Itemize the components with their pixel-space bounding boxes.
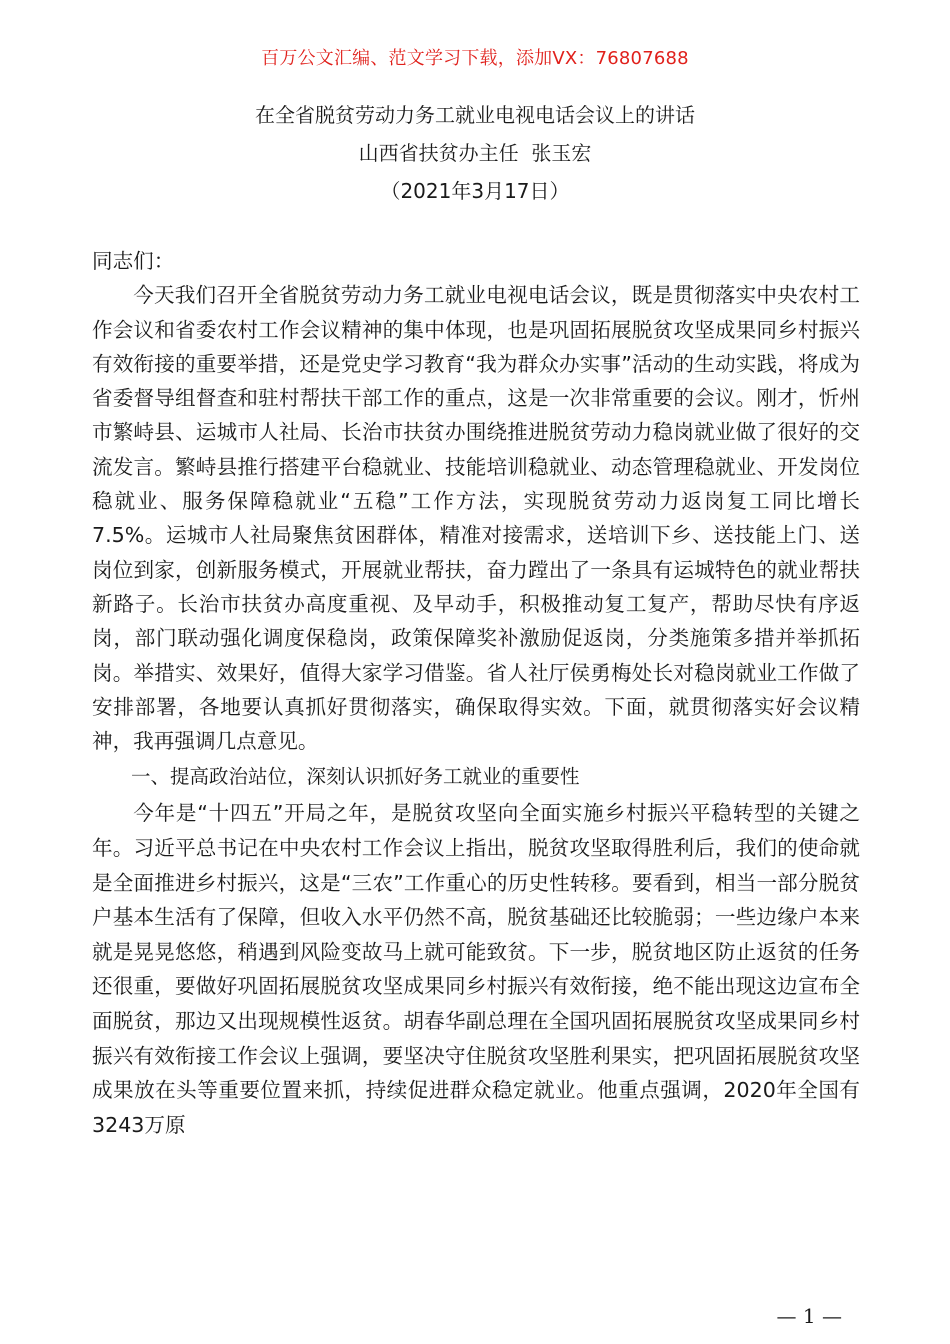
speech-date: （2021年3月17日） — [380, 179, 570, 203]
paragraph-opening: 今天我们召开全省脱贫劳动力务工就业电视电话会议，既是贯彻落实中央农村工作会议和省委农村工作会议精神的集中体现，也是巩固拓展脱贫攻坚成果同乡村振兴有效衔接的重要举措，还是党史学习教育“我为群众办实事”活动的生动实践，将成为省委督导组督查和驻村帮扶干部工作的重点，这是一次非常重要的会议。刚才，忻州市繁峙县、运城市人社局、长治市扶贫办围绕推进脱贫劳动力稳岗就业做了很好的交流发言。繁峙县推行搭建平台稳就业、技能培训稳就业、动态管理稳就业、开发岗位稳就业、服务保障稳就业“五稳”工作方法，实现脱贫劳动力返岗复工同比增长7.5%。运城市人社局聚焦贫困群体，精准对接需求，送培训下乡、送技能上门、送岗位到家，创新服务模式，开展就业帮扶，奋力蹚出了一条具有运城特色的就业帮扶新路子。长治市扶贫办高度重视、及早动手，积极推动复工复产，帮助尽快有序返岗，部门联动强化调度保稳岗，政策保障奖补激励促返岗，分类施策多措并举抓拓岗。举措实、效果好，值得大家学习借鉴。省人社厅侯勇梅处长对稳岗就业工作做了安排部署，各地要认真抓好贯彻落实，确保取得实效。下面，就贯彻落实好会议精神，我再强调几点意见。 — [92, 283, 860, 754]
speaker-line: 山西省扶贫办主任 张玉宏 — [358, 141, 592, 165]
page-number — [0, 1302, 950, 1330]
section-heading: 一、提高政治站位，深刻认识抓好务工就业的重要性 — [131, 765, 580, 789]
document-title: 在全省脱贫劳动力务工就业电视电话会议上的讲话 — [255, 103, 695, 127]
download-banner: 百万公文汇编、范文学习下载，添加VX：76807688 — [261, 48, 689, 69]
document-body — [92, 244, 860, 1142]
paragraph-section-one: 今年是“十四五”开局之年，是脱贫攻坚向全面实施乡村振兴平稳转型的关键之年。习近平总书记在中央农村工作会议上指出，脱贫攻坚取得胜利后，我们的使命就是全面推进乡村振兴，这是“三农”工作重心的历史性转移。要看到，相当一部分脱贫户基本生活有了保障，但收入水平仍然不高，脱贫基础还比较脆弱；一些边缘户本来就是晃晃悠悠，稍遇到风险变故马上就可能致贫。下一步，脱贫地区防止返贫的任务还很重，要做好巩固拓展脱贫攻坚成果同乡村振兴有效衔接，绝不能出现这边宣布全面脱贫，那边又出现规模性返贫。胡春华副总理在全国巩固拓展脱贫攻坚成果同乡村振兴有效衔接工作会议上强调，要坚决守住脱贫攻坚胜利果实，把巩固拓展脱贫攻坚成果放在头等重要位置来抓，持续促进群众稳定就业。他重点强调，2020年全国有3243万原 — [92, 801, 860, 1137]
salutation: 同志们： — [92, 249, 175, 273]
document-title-block — [0, 96, 950, 210]
page-number-text: — 1 — — [776, 1304, 842, 1328]
